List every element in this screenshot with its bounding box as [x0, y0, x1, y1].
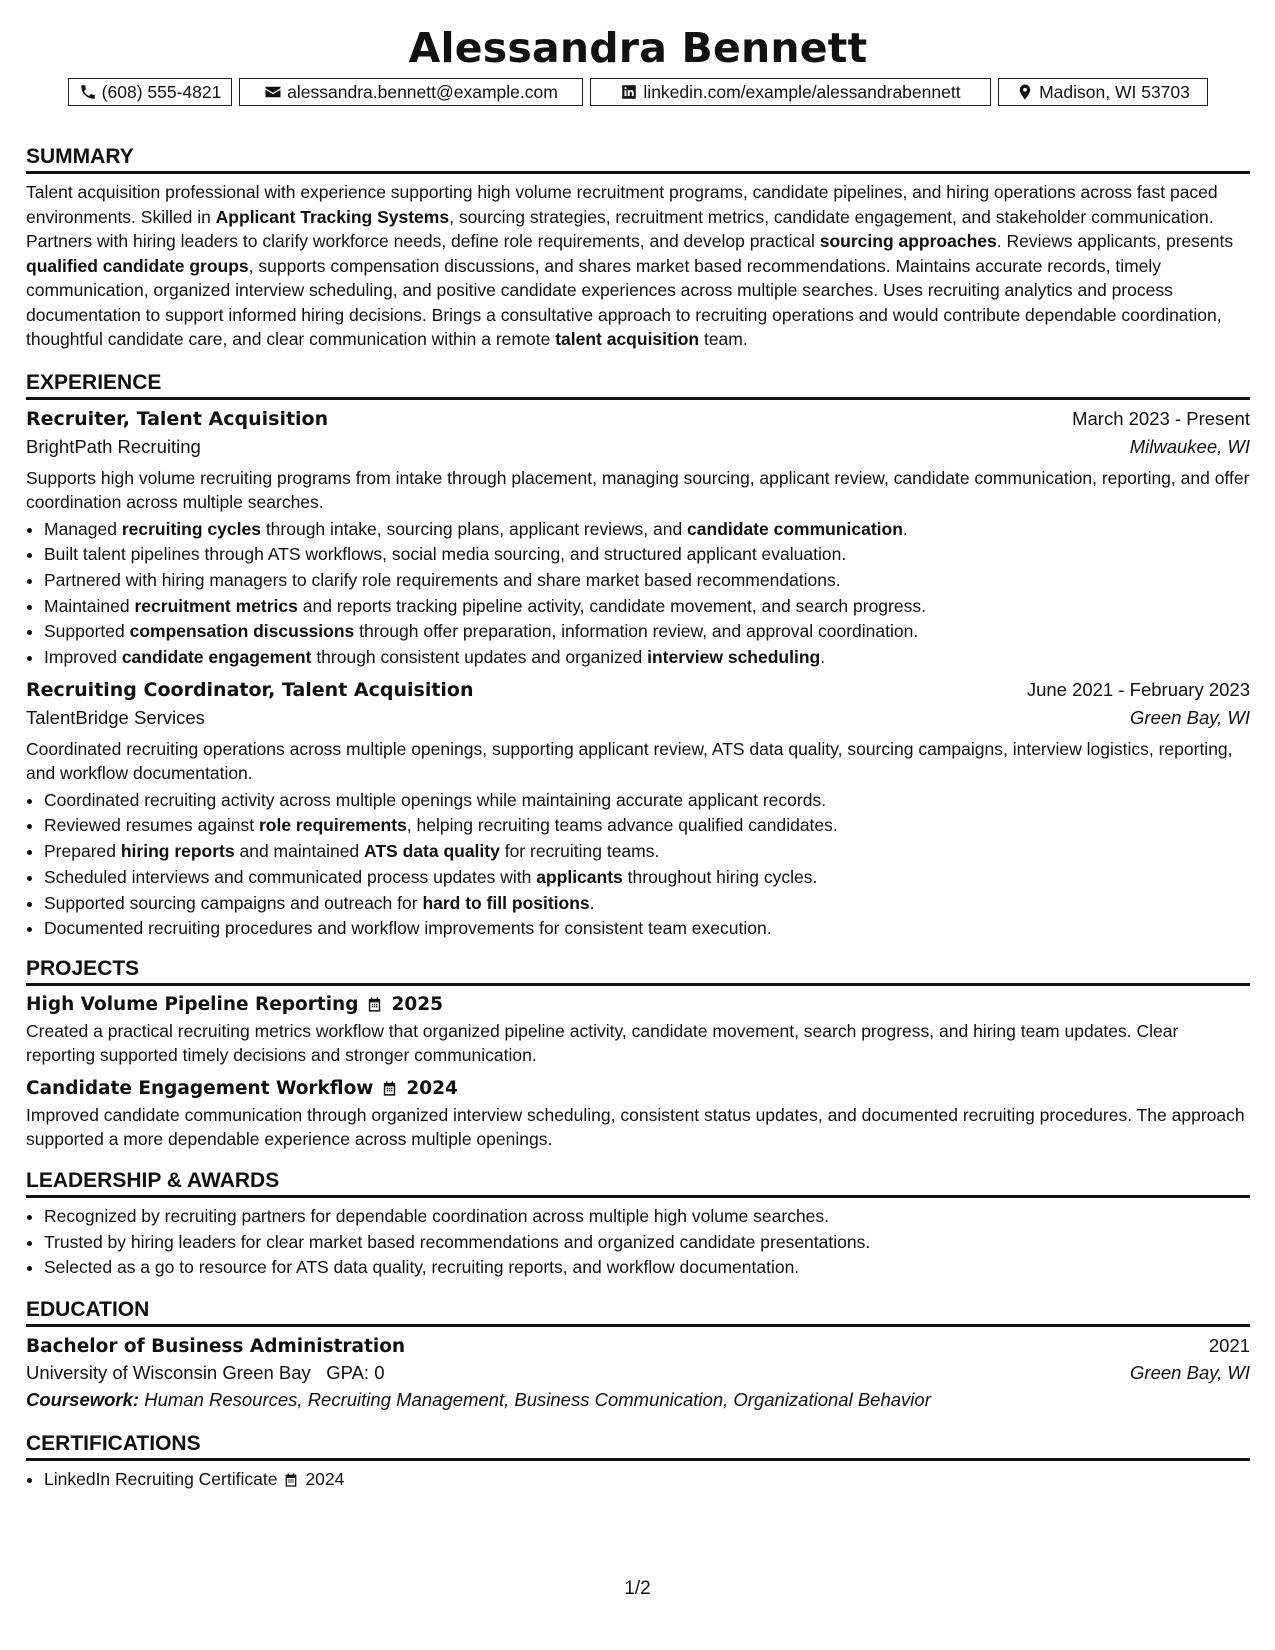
linkedin-chip[interactable]	[590, 78, 991, 106]
section-heading-certifications: CERTIFICATIONS	[26, 1431, 1250, 1461]
location-text: Madison, WI 53703	[1039, 81, 1190, 102]
list-item: • Scheduled interviews and communicated process updates with applicants throughout hiring cycles.	[44, 865, 1250, 891]
job-location: Green Bay, WI	[1130, 706, 1250, 728]
certifications-section	[26, 1431, 1250, 1493]
summary-text: Talent acquisition professional with experience supporting high volume recruitment programs, candidate pipelines, and hiring operations across fast paced environments. Skilled in Applicant Tracking Systems, sourcing strategies, recruitment metrics, candidate engagement, and stakeholder communication. Partners with hiring leaders to clarify workforce needs, define role requirements, and develop practical sourcing approaches. Reviews applicants, presents qualified candidate groups, supports compensation discussions, and shares market based recommendations. Maintains accurate records, timely communication, organized interview scheduling, and positive candidate experiences across multiple searches. Uses recruiting analytics and process documentation to support informed hiring decisions. Brings a consultative approach to recruiting operations and would contribute dependable coordination, thoughtful candidate care, and clear communication within a remote talent acquisition team.	[26, 182, 1234, 349]
company-name: TalentBridge Services	[26, 706, 205, 728]
certification-name: • LinkedIn Recruiting Certificate	[44, 1469, 278, 1490]
leadership-section	[26, 1168, 1250, 1281]
list-item: • Partnered with hiring managers to clarify role requirements and share market based recommendations.	[44, 568, 1250, 594]
degree: Bachelor of Business Administration	[26, 1336, 406, 1358]
company-name: BrightPath Recruiting	[26, 435, 201, 457]
school-name: University of Wisconsin Green Bay	[26, 1362, 311, 1384]
linkedin-icon	[620, 83, 638, 101]
list-item: • Maintained recruitment metrics and reports tracking pipeline activity, candidate movement, and search progress.	[44, 594, 1250, 620]
project-title: High Volume Pipeline Reporting	[26, 993, 359, 1015]
project-description: Improved candidate communication through organized interview scheduling, consistent status updates, and documented recruiting procedures. The approach supported a more dependable experience across multiple openings.	[26, 1104, 1245, 1150]
summary-section	[26, 144, 1250, 352]
list-item: • Managed recruiting cycles through intake, sourcing plans, applicant reviews, and candidate communication.	[44, 517, 1250, 543]
project-entry	[26, 994, 1250, 1068]
calendar-icon	[366, 996, 383, 1013]
list-item	[44, 1467, 1250, 1493]
section-heading-leadership: LEADERSHIP & AWARDS	[26, 1168, 1250, 1198]
list-item: • Selected as a go to resource for ATS data quality, recruiting reports, and workflow documentation.	[44, 1255, 1250, 1281]
section-heading-education: EDUCATION	[26, 1297, 1250, 1327]
project-title: Candidate Engagement Workflow	[26, 1077, 374, 1099]
coursework-label: Coursework:	[26, 1389, 140, 1411]
coursework	[26, 1389, 1250, 1411]
linkedin-text: linkedin.com/example/alessandrabennett	[643, 81, 961, 102]
list-item: • Documented recruiting procedures and workflow improvements for consistent team execution.	[44, 916, 1250, 942]
coursework-list: Human Resources, Recruiting Management, Business Communication, Organizational Behavior	[144, 1389, 931, 1411]
phone-icon	[79, 83, 97, 101]
job-location: Milwaukee, WI	[1129, 435, 1250, 457]
email-chip[interactable]	[239, 78, 583, 106]
list-item: • Supported sourcing campaigns and outreach for hard to fill positions.	[44, 891, 1250, 917]
job-description: Coordinated recruiting operations across multiple openings, supporting applicant review, ATS data quality, sourcing campaigns, interview logistics, reporting, and workflow documentation.	[26, 738, 1233, 784]
gpa: GPA: 0	[326, 1362, 385, 1384]
certifications-list	[26, 1467, 1250, 1493]
list-item: • Improved candidate engagement through consistent updates and organized interview scheduling.	[44, 645, 1250, 671]
list-item: • Coordinated recruiting activity across multiple openings while maintaining accurate applicant records.	[44, 788, 1250, 814]
email-text: alessandra.bennett@example.com	[287, 81, 558, 102]
envelope-icon	[264, 83, 282, 101]
phone-chip[interactable]	[68, 78, 232, 106]
location-chip[interactable]	[998, 78, 1208, 106]
calendar-icon	[381, 1080, 398, 1097]
job-bullets	[26, 517, 1250, 671]
projects-section	[26, 956, 1250, 1152]
map-pin-icon	[1016, 83, 1034, 101]
graduation-year: 2021	[1208, 1335, 1250, 1357]
contact-bar	[26, 78, 1250, 106]
project-entry	[26, 1078, 1250, 1152]
phone-text: (608) 555-4821	[101, 81, 222, 102]
experience-section	[26, 370, 1250, 942]
project-year: 2025	[391, 993, 443, 1015]
job-description: Supports high volume recruiting programs from intake through placement, managing sourcing, applicant review, candidate communication, reporting, and offer coordination across multiple searches.	[26, 467, 1250, 512]
job-entry	[26, 408, 1250, 671]
list-item: • Recognized by recruiting partners for dependable coordination across multiple high volume searches.	[44, 1204, 1250, 1230]
job-entry	[26, 679, 1250, 942]
leadership-list	[26, 1204, 1250, 1281]
list-item: • Prepared hiring reports and maintained ATS data quality for recruiting teams.	[44, 839, 1250, 865]
job-title: Recruiter, Talent Acquisition	[26, 407, 329, 430]
project-year: 2024	[406, 1077, 458, 1099]
list-item: • Reviewed resumes against role requirements, helping recruiting teams advance qualified candidates.	[44, 813, 1250, 839]
calendar-icon	[283, 1472, 299, 1488]
job-title: Recruiting Coordinator, Talent Acquisition	[26, 678, 474, 701]
list-item: • Supported compensation discussions through offer preparation, information review, and approval coordination.	[44, 619, 1250, 645]
job-bullets	[26, 788, 1250, 942]
list-item: • Built talent pipelines through ATS workflows, social media sourcing, and structured applicant evaluation.	[44, 542, 1250, 568]
job-dates: March 2023 - Present	[1072, 407, 1250, 429]
page-number: 1/2	[624, 1578, 651, 1599]
job-dates: June 2021 - February 2023	[1026, 678, 1250, 700]
section-heading-summary: SUMMARY	[26, 144, 1250, 174]
project-description: Created a practical recruiting metrics workflow that organized pipeline activity, candidate movement, search progress, and hiring team updates. Clear reporting supported timely decisions and stronger communication.	[26, 1020, 1179, 1066]
section-heading-experience: EXPERIENCE	[26, 370, 1250, 400]
list-item: • Trusted by hiring leaders for clear market based recommendations and organized candidate presentations.	[44, 1230, 1250, 1256]
certification-year: 2024	[305, 1469, 345, 1490]
resume-page	[26, 0, 1250, 1493]
education-section	[26, 1297, 1250, 1411]
school-location: Green Bay, WI	[1130, 1362, 1250, 1384]
candidate-name: Alessandra Bennett	[408, 24, 868, 72]
section-heading-projects: PROJECTS	[26, 956, 1250, 986]
